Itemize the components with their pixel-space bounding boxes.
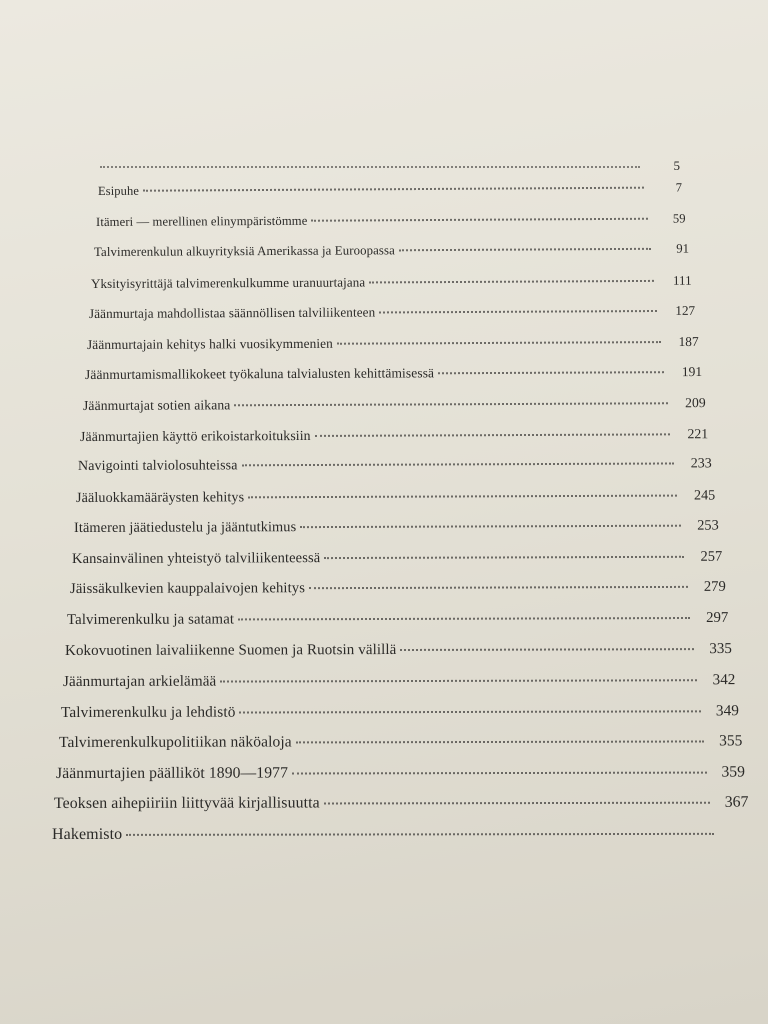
toc-entry-title: Jäissäkulkevien kauppalaivojen kehitys — [69, 580, 305, 598]
toc-entry-title: Navigointi talviolosuhteissa — [78, 458, 238, 475]
toc-leader-dots — [292, 771, 707, 774]
toc-leader-dots — [309, 586, 688, 589]
toc-entry — [56, 763, 745, 782]
toc-entry-title: Talvimerenkulku ja satamat — [67, 611, 235, 628]
toc-entry-page: 349 — [715, 701, 739, 720]
toc-leader-dots — [234, 402, 667, 406]
toc-leader-dots — [126, 833, 714, 836]
toc-entry-page: 335 — [709, 640, 733, 657]
toc-entry-page: 111 — [673, 272, 693, 288]
toc-entry — [85, 364, 702, 383]
toc-entry — [96, 211, 686, 229]
toc-entry-page: 209 — [684, 395, 706, 411]
toc-leader-dots — [401, 648, 694, 651]
toc-entry-title: Talvimerenkulku ja lehdistö — [60, 703, 236, 721]
toc-page-top: 5 — [673, 158, 680, 173]
toc-leader-top — [100, 166, 640, 168]
toc-entry-page: 355 — [718, 732, 743, 750]
toc-leader-dots — [295, 741, 704, 744]
toc-entry — [59, 733, 742, 753]
toc-entry-title: Talvimerenkulkupolitiikan näköaloja — [58, 733, 292, 752]
toc-entry — [69, 579, 725, 598]
toc-entry-page: 297 — [706, 609, 729, 626]
toc-leader-dots — [143, 187, 644, 192]
toc-entry-page: 191 — [681, 364, 703, 380]
toc-entry-title: Jääluokkamääräysten kehitys — [76, 489, 245, 506]
toc-entry-title: Yksityisyrittäjä talvimerenkulkumme uranuurtajana — [91, 274, 366, 291]
toc-entry-title: Jäänmurtajain kehitys halki vuosikymmenien — [87, 335, 334, 352]
toc-entry — [67, 610, 728, 629]
toc-entry — [94, 242, 689, 260]
toc-entry-title: Jäänmurtamismallikokeet työkaluna talvialusten kehittämisessä — [84, 365, 435, 383]
toc-leader-dots — [399, 248, 651, 251]
toc-leader-dots — [220, 679, 697, 682]
toc-leader-dots — [337, 341, 661, 345]
toc-leader-dots — [300, 525, 681, 528]
toc-entry-title: Esipuhe — [97, 183, 140, 198]
toc-entry-page: 187 — [678, 333, 699, 349]
toc-entry — [80, 426, 708, 445]
toc-entry-title: Teoksen aihepiiriin liittyvää kirjallisuutta — [54, 794, 320, 813]
toc-leader-dots — [370, 280, 654, 284]
toc-entry — [72, 548, 722, 567]
toc-entry-page: 342 — [712, 671, 736, 689]
toc-entry-title: Jäänmurtajien käyttö erikoistarkoituksiin — [80, 427, 312, 444]
toc-entry — [52, 825, 752, 844]
toc-leader-dots — [238, 617, 690, 620]
toc-leader-dots — [315, 433, 671, 437]
toc-entry — [78, 456, 712, 475]
toc-entry — [74, 518, 719, 537]
toc-entry-title: Kokovuotinen laivaliikenne Suomen ja Ruotsin välillä — [65, 641, 397, 659]
toc-leader-dots — [239, 710, 700, 713]
toc-leader-dots — [248, 494, 677, 498]
toc-leader-dots — [324, 556, 684, 559]
toc-entry-page: 253 — [697, 517, 719, 534]
toc-entry-title: Jäänmurtajien päälliköt 1890—1977 — [56, 764, 289, 782]
toc-entry-page: 221 — [687, 425, 709, 441]
toc-entry-page: 245 — [694, 487, 716, 504]
toc-entry — [65, 641, 732, 660]
toc-entry-title: Talvimerenkulun alkuyrityksiä Amerikassa ja Euroopassa — [93, 243, 395, 260]
toc-entry-page: 127 — [675, 303, 696, 319]
toc-entry — [76, 487, 715, 507]
toc-leader-dots — [242, 463, 674, 467]
toc-entry-page: 7 — [675, 180, 683, 195]
toc-entry-page: 367 — [724, 794, 749, 812]
toc-entry — [87, 334, 699, 353]
toc-entry — [98, 180, 682, 199]
toc-entry-title: Jäänmurtajan arkielämää — [62, 672, 217, 691]
toc-entry — [83, 395, 706, 414]
toc-leader-dots — [324, 802, 711, 805]
toc-leader-dots — [379, 310, 657, 313]
toc-entry — [63, 671, 735, 691]
toc-entry-title: Itämeri — merellinen elinympäristömme — [95, 213, 308, 229]
toc-entry-page: 59 — [672, 211, 686, 226]
toc-entry-page: 359 — [721, 763, 746, 781]
toc-entry-title: Jäänmurtaja mahdollistaa säännöllisen talviliikenteen — [89, 304, 376, 322]
toc-leader-dots — [311, 217, 647, 221]
toc-entry-title: Kansainvälinen yhteistyö talviliikenteessä — [71, 549, 320, 567]
toc-entry-page: 279 — [703, 579, 726, 596]
toc-entry-title: Jäänmurtajat sotien aikana — [82, 397, 231, 413]
toc-entry-page: 257 — [700, 548, 723, 565]
toc-entry — [91, 272, 692, 291]
toc-entry-page: 91 — [675, 241, 689, 256]
toc-entry-title: Hakemisto — [51, 825, 123, 843]
toc-entry — [61, 702, 739, 722]
toc-leader-dots — [438, 372, 664, 375]
toc-entry — [89, 303, 695, 322]
toc-entry-page: 233 — [690, 456, 713, 472]
toc-entry-title: Itämeren jäätiedustelu ja jääntutkimus — [73, 519, 297, 537]
toc-entry — [54, 794, 749, 813]
